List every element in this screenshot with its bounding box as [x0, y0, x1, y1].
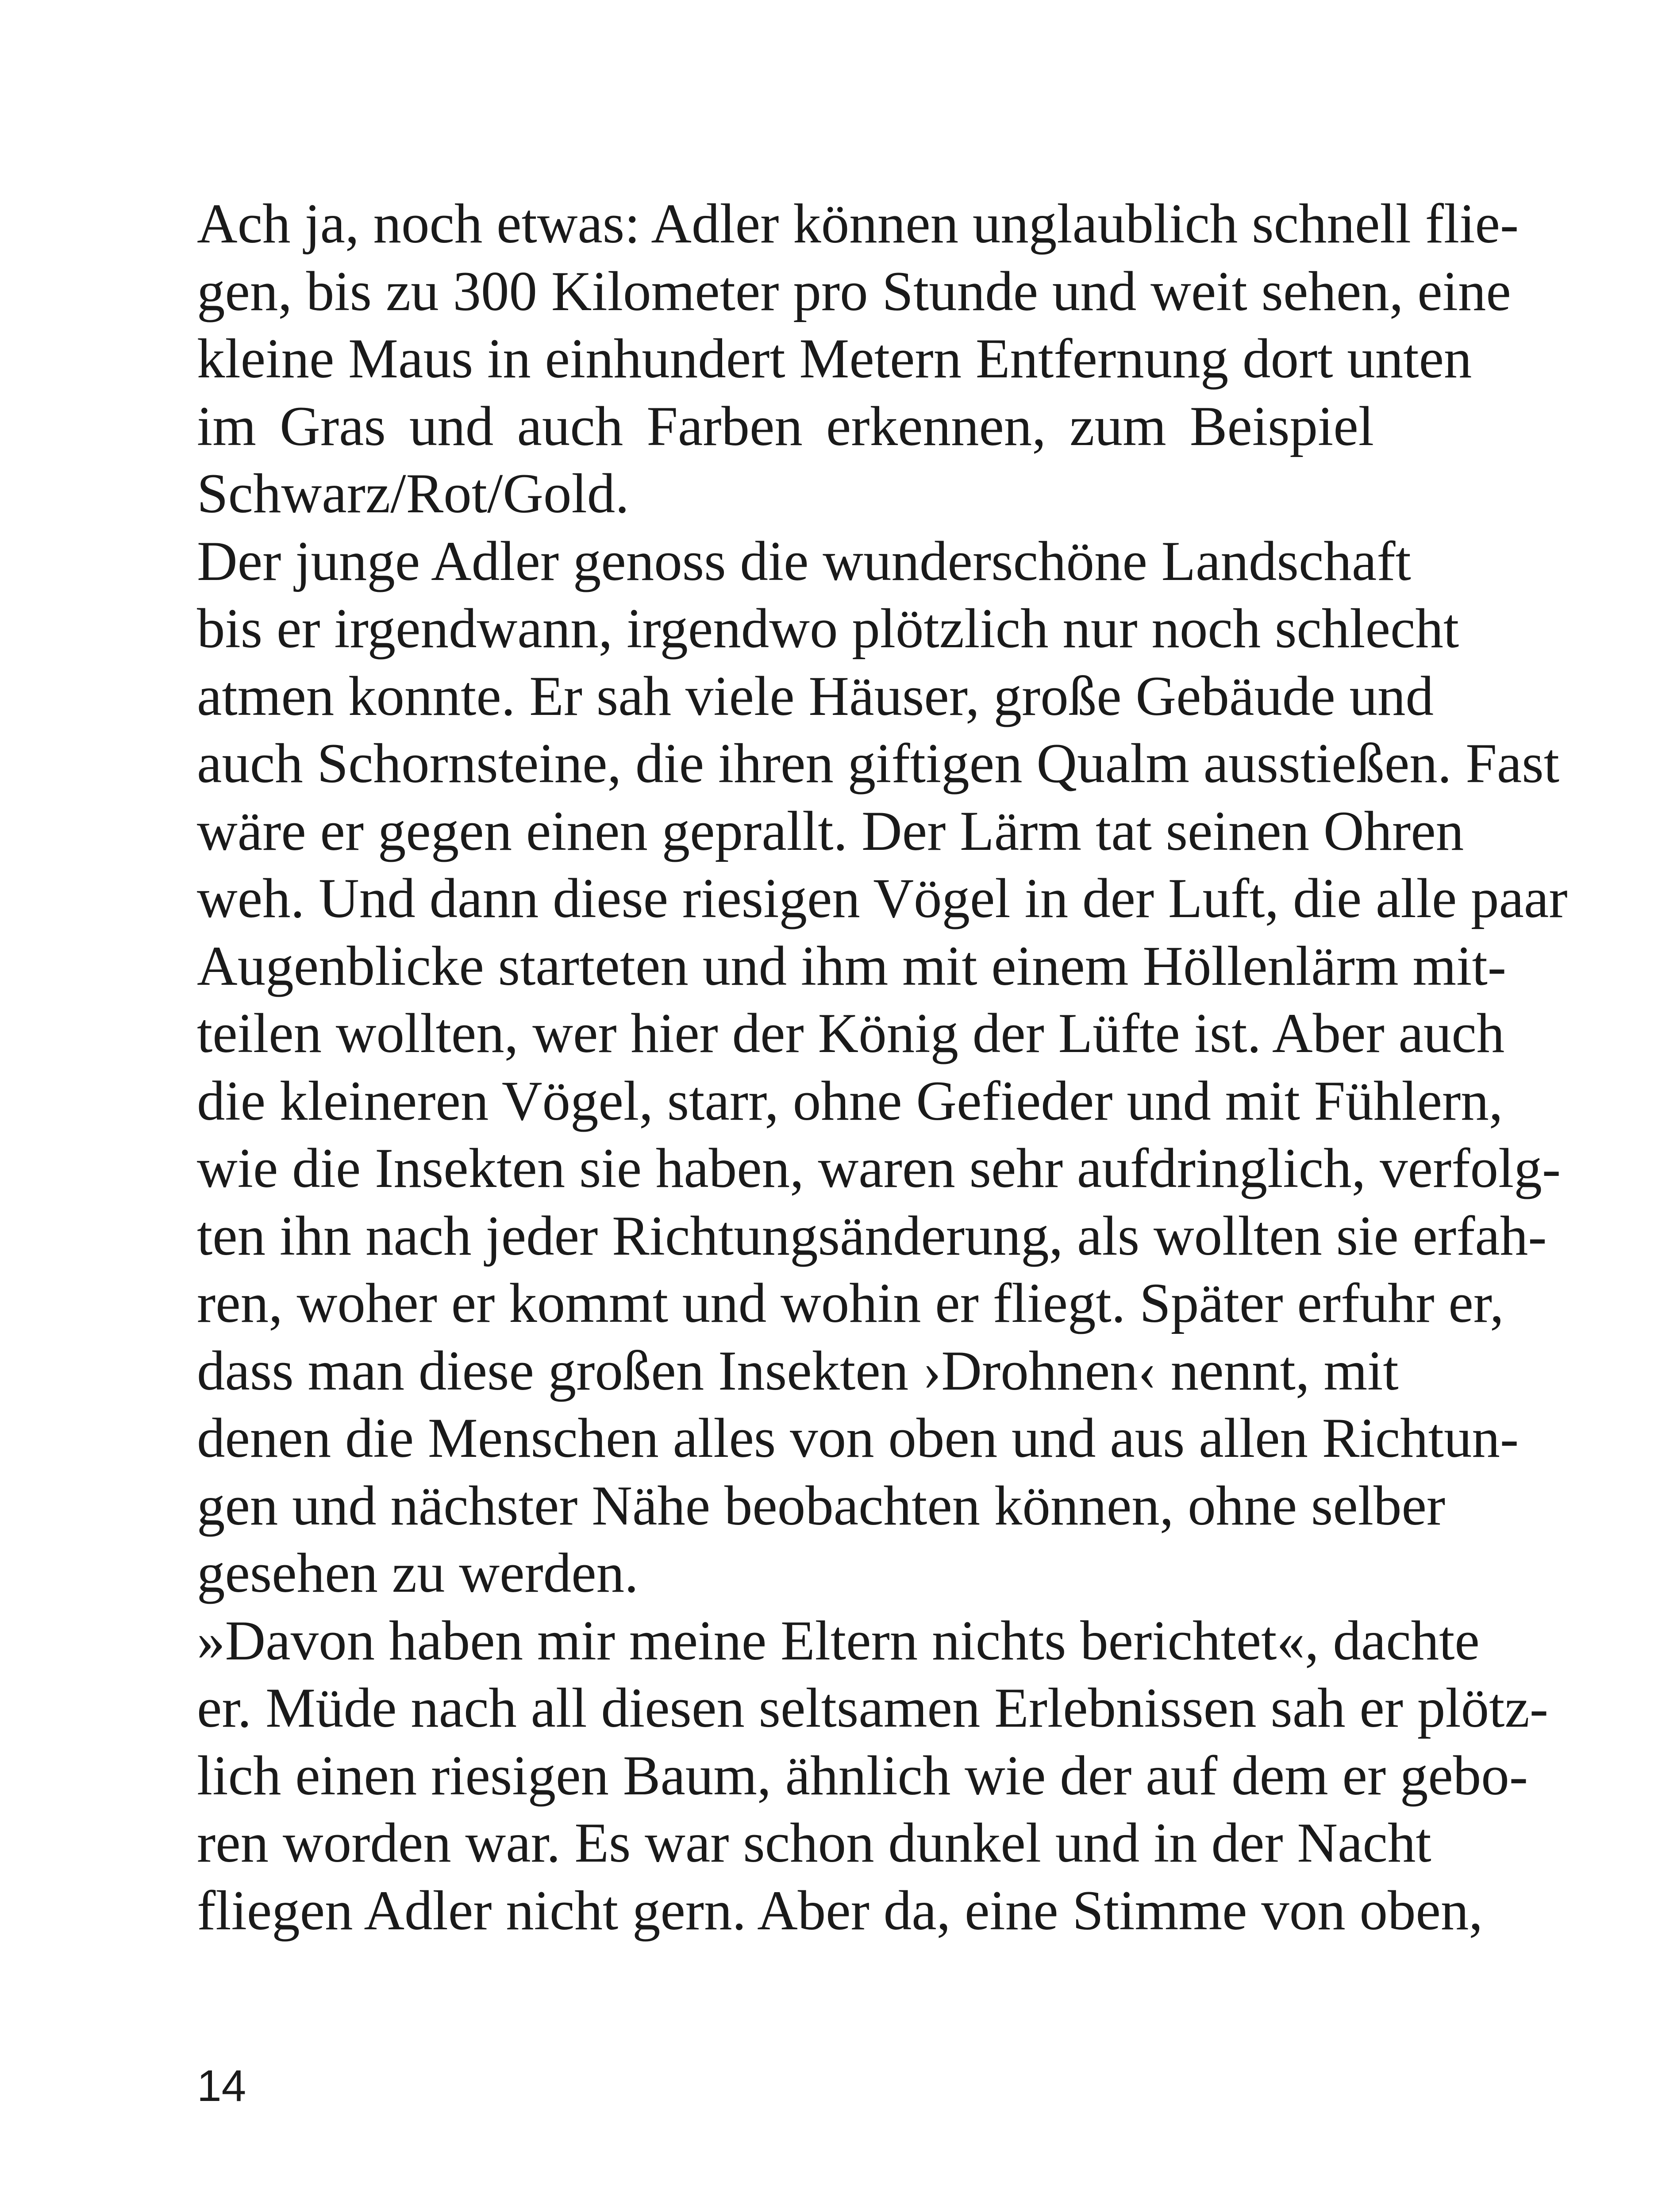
text-line: bis er irgendwann, irgendwo plötzlich nur noch schlecht — [197, 598, 1459, 660]
text-line: er. Müde nach all diesen seltsamen Erlebnissen sah er plötz- — [197, 1677, 1549, 1739]
text-line: weh. Und dann diese riesigen Vögel in der Luft, die alle paar — [197, 868, 1568, 929]
text-line: die kleineren Vögel, starr, ohne Gefieder und mit Fühlern, — [197, 1070, 1503, 1132]
text-line: »Davon haben mir meine Eltern nichts berichtet«, dachte — [197, 1609, 1480, 1672]
text-line: Schwarz/Rot/Gold. — [197, 463, 630, 525]
text-line: lich einen riesigen Baum, ähnlich wie der auf dem er gebo- — [197, 1744, 1528, 1807]
page-number: 14 — [197, 2061, 246, 2111]
text-line: Der junge Adler genoss die wunderschöne Landschaft — [197, 530, 1411, 592]
text-line: denen die Menschen alles von oben und aus allen Richtun- — [197, 1407, 1519, 1469]
text-line: gen, bis zu 300 Kilometer pro Stunde und weit sehen, eine — [197, 260, 1511, 323]
text-line: kleine Maus in einhundert Metern Entfernung dort unten — [197, 328, 1472, 390]
text-line: wäre er gegen einen geprallt. Der Lärm tat seinen Ohren — [197, 800, 1464, 862]
text-line: im Gras und auch Farben erkennen, zum Beispiel — [197, 395, 1374, 457]
text-line: gen und nächster Nähe beobachten können, ohne selber — [197, 1475, 1446, 1537]
text-line: fliegen Adler nicht gern. Aber da, eine Stimme von oben, — [197, 1879, 1483, 1942]
text-line: Ach ja, noch etwas: Adler können unglaublich schnell flie- — [197, 193, 1519, 255]
text-line: atmen konnte. Er sah viele Häuser, große Gebäude und — [197, 665, 1434, 727]
text-line: ren worden war. Es war schon dunkel und in der Nacht — [197, 1812, 1431, 1874]
text-line: dass man diese großen Insekten ›Drohnen‹ nennt, mit — [197, 1340, 1399, 1402]
body-text — [197, 190, 1568, 1944]
text-line: gesehen zu werden. — [197, 1542, 639, 1604]
text-line: auch Schornsteine, die ihren giftigen Qualm ausstießen. Fast — [197, 733, 1560, 795]
text-line: ren, woher er kommt und wohin er fliegt. Später erfuhr er, — [197, 1272, 1504, 1334]
text-line: teilen wollten, wer hier der König der Lüfte ist. Aber auch — [197, 1002, 1505, 1064]
text-line: ten ihn nach jeder Richtungsänderung, als wollten sie erfah- — [197, 1205, 1547, 1267]
text-line: wie die Insekten sie haben, waren sehr aufdringlich, verfolg- — [197, 1137, 1561, 1199]
text-line: Augenblicke starteten und ihm mit einem Höllenlärm mit- — [197, 935, 1507, 997]
